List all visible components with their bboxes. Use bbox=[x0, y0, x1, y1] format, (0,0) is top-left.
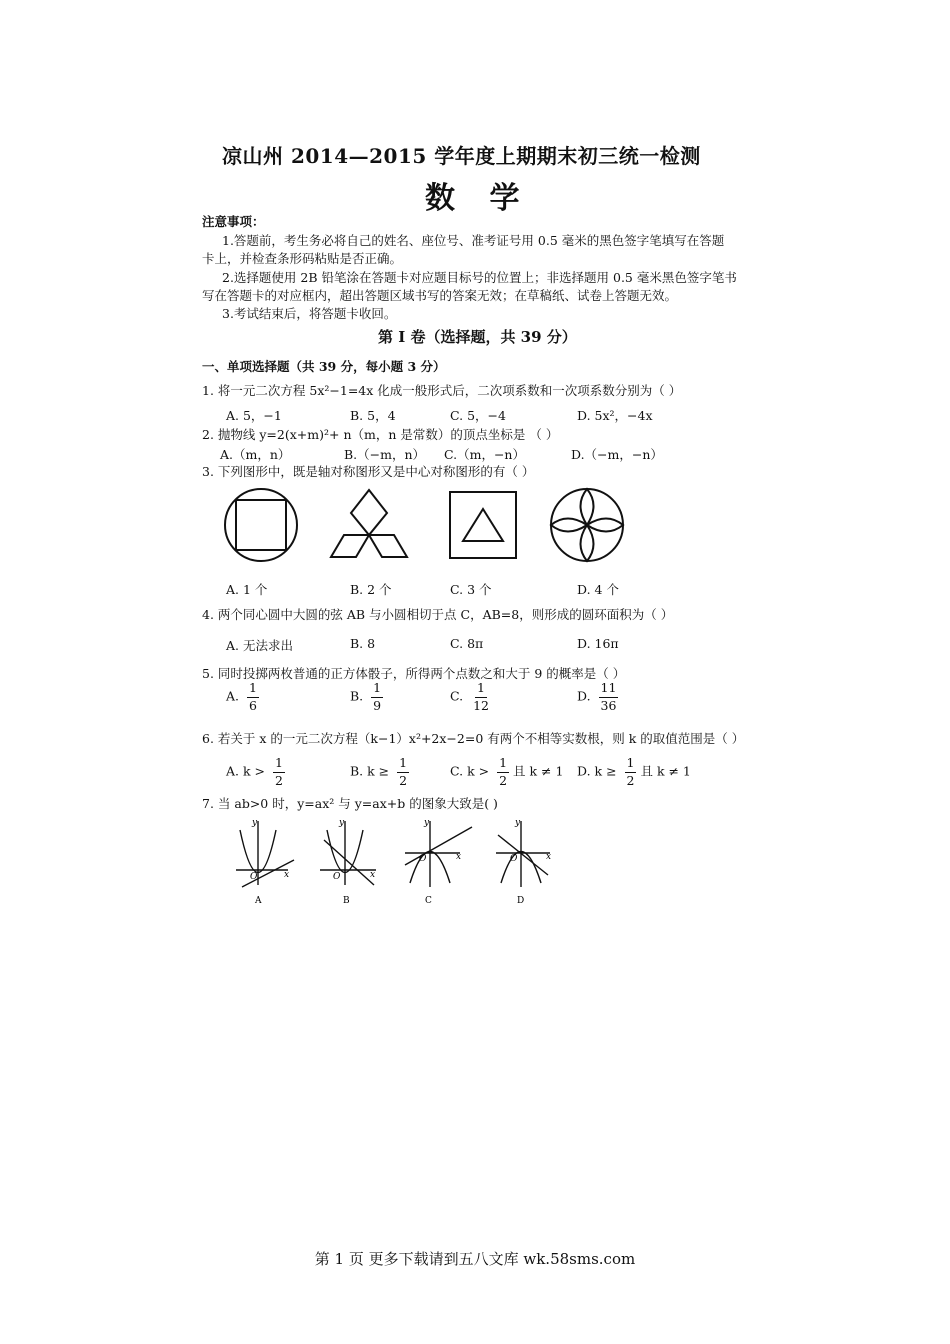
page-footer: 第 1 页 更多下载请到五八文库 wk.58sms.com bbox=[314, 1250, 636, 1268]
figure-circle-square bbox=[225, 489, 297, 561]
fraction: $\frac{11}{36}$ bbox=[600, 680, 617, 713]
option-condition: 且 k ≠ 1 bbox=[640, 763, 691, 779]
graph-d-label: D bbox=[517, 896, 525, 906]
graph-c-origin: O bbox=[419, 854, 427, 864]
question-7-stem: 7. 当 ab>0 时，y=ax² 与 y=ax+b 的图象大致是( ) bbox=[202, 796, 498, 811]
question-4-option-d: D. 16π bbox=[577, 636, 619, 651]
part-heading: 一、单项选择题（共 39 分，每小题 3 分） bbox=[202, 359, 446, 374]
question-6-option-d bbox=[577, 757, 691, 787]
section-title: 第 Ⅰ 卷（选择题，共 39 分） bbox=[378, 328, 577, 346]
option-label: C. bbox=[450, 688, 464, 704]
graph-a-y-label: y bbox=[252, 818, 258, 828]
option-condition: 且 k ≠ 1 bbox=[513, 763, 564, 779]
question-5-stem: 5. 同时投掷两枚普通的正方体骰子，所得两个点数之和大于 9 的概率是（ ） bbox=[202, 666, 626, 681]
notice-heading: 注意事项： bbox=[202, 214, 265, 229]
graph-d-origin: O bbox=[510, 854, 518, 864]
question-1-option-d: D. 5x²，−4x bbox=[577, 408, 653, 423]
question-6-option-a bbox=[226, 757, 285, 787]
fraction: $\frac{1}{2}$ bbox=[274, 755, 283, 788]
option-label: B. bbox=[350, 688, 364, 704]
graph-b bbox=[320, 821, 376, 885]
question-4-option-c: C. 8π bbox=[450, 636, 484, 651]
question-3-option-c: C. 3 个 bbox=[450, 582, 492, 597]
graph-b-origin: O bbox=[333, 872, 341, 882]
fraction: $\frac{1}{6}$ bbox=[249, 680, 257, 713]
notice-line-3: 3.考试结束后，将答题卡收回。 bbox=[222, 306, 397, 321]
question-1-stem: 1. 将一元二次方程 5x²−1=4x 化成一般形式后，二次项系数和一次项系数分别为（ ） bbox=[202, 383, 682, 398]
notice-line-2a: 2.选择题使用 2B 铅笔涂在答题卡对应题目标号的位置上；非选择题用 0.5 毫米黑色签字笔书 bbox=[222, 270, 737, 285]
question-7-graphs bbox=[0, 815, 950, 910]
graph-b-y-label: y bbox=[339, 818, 345, 828]
figure-square-triangle bbox=[450, 492, 516, 558]
question-4-option-a: A. 无法求出 bbox=[226, 638, 293, 653]
graph-c-y-label: y bbox=[424, 818, 430, 828]
question-1-option-b: B. 5，4 bbox=[350, 408, 396, 423]
exam-title: 凉山州 2014—2015 学年度上期期末初三统一检测 bbox=[222, 144, 701, 168]
question-2-option-d: D.（−m，−n） bbox=[571, 447, 663, 462]
question-1-option-a: A. 5，−1 bbox=[226, 408, 282, 423]
question-6-option-b bbox=[350, 757, 409, 787]
subject-title: 数 学 bbox=[425, 181, 532, 216]
graph-d-y-label: y bbox=[515, 818, 521, 828]
question-6-stem: 6. 若关于 x 的一元二次方程（k−1）x²+2x−2=0 有两个不相等实数根，则 k 的取值范围是（ ） bbox=[202, 731, 745, 746]
question-2-option-b: B.（−m，n） bbox=[344, 447, 426, 462]
question-5-option-a bbox=[226, 682, 259, 712]
graph-a-origin: O bbox=[250, 872, 258, 882]
option-label: D. k ≥ bbox=[577, 763, 617, 779]
notice-line-1a: 1.答题前，考生务必将自己的姓名、座位号、准考证号用 0.5 毫米的黑色签字笔填写在答题 bbox=[222, 233, 725, 248]
question-1-option-c: C. 5，−4 bbox=[450, 408, 506, 423]
fraction: $\frac{1}{9}$ bbox=[373, 680, 382, 713]
question-6-option-c bbox=[450, 757, 563, 787]
fraction: $\frac{1}{2}$ bbox=[499, 755, 508, 788]
question-2-stem: 2. 抛物线 y=2(x+m)²+ n（m，n 是常数）的顶点坐标是 （ ） bbox=[202, 427, 559, 442]
graph-a-label: A bbox=[255, 896, 262, 906]
question-3-option-b: B. 2 个 bbox=[350, 582, 392, 597]
option-label: A. bbox=[226, 688, 240, 704]
question-5-option-c bbox=[450, 682, 491, 712]
graph-c-label: C bbox=[425, 896, 432, 906]
question-2-option-c: C.（m，−n） bbox=[444, 447, 525, 462]
question-5-option-d bbox=[577, 682, 618, 712]
graph-a-x-label: x bbox=[284, 870, 290, 880]
question-4-stem: 4. 两个同心圆中大圆的弦 AB 与小圆相切于点 C，AB=8，则形成的圆环面积为（ ） bbox=[202, 607, 674, 622]
question-3-stem: 3. 下列图形中，既是轴对称图形又是中心对称图形的有（ ） bbox=[202, 464, 535, 479]
question-3-option-d: D. 4 个 bbox=[577, 582, 619, 597]
graph-d-x-label: x bbox=[546, 852, 552, 862]
figure-three-rhombi bbox=[331, 490, 407, 557]
fraction: $\frac{1}{12}$ bbox=[473, 680, 489, 713]
fraction: $\frac{1}{2}$ bbox=[626, 755, 635, 788]
notice-line-1b: 卡上，并检查条形码粘贴是否正确。 bbox=[202, 251, 403, 266]
graph-b-label: B bbox=[343, 896, 350, 906]
graph-c bbox=[405, 821, 472, 887]
option-label: A. k > bbox=[226, 763, 265, 779]
graph-d bbox=[496, 821, 550, 887]
question-2-option-a: A.（m，n） bbox=[220, 447, 291, 462]
question-3-option-a: A. 1 个 bbox=[226, 582, 268, 597]
option-label: D. bbox=[577, 688, 591, 704]
question-5-option-b bbox=[350, 682, 383, 712]
graph-b-x-label: x bbox=[370, 870, 376, 880]
figure-circle-petals bbox=[551, 489, 623, 561]
fraction: $\frac{1}{2}$ bbox=[399, 755, 408, 788]
option-label: B. k ≥ bbox=[350, 763, 390, 779]
question-4-option-b: B. 8 bbox=[350, 636, 376, 651]
notice-line-2b: 写在答题卡的对应框内，超出答题区域书写的答案无效；在草稿纸、试卷上答题无效。 bbox=[202, 288, 678, 303]
graph-c-x-label: x bbox=[456, 852, 462, 862]
option-label: C. k > bbox=[450, 763, 490, 779]
